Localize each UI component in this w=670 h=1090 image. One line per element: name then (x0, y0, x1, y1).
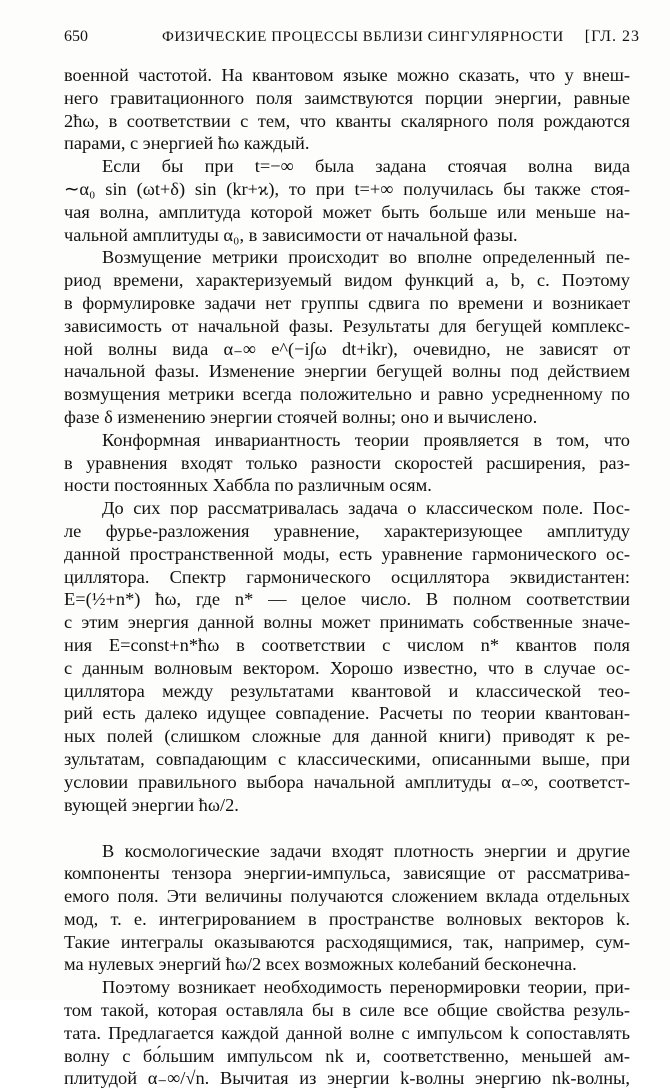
text-line: В космологические задачи входят плотность энергии и другие (102, 840, 630, 861)
text-line: 2ħω, в соответствии с тем, что кванты скалярного поля рождаются (64, 110, 630, 131)
text-line: ных полей (слишком сложные для данной книги) приводят к ре- (64, 726, 630, 747)
text-line: Если бы при t=−∞ была задана стоячая волна вида (102, 156, 630, 177)
text-line: начальной фазы. Изменение энергии бегущей волны под действием (64, 361, 630, 382)
text-line: военной частотой. На квантовом языке можно сказать, что у внеш- (64, 65, 630, 85)
text-line: зультатам, совпадающим с классическими, описанными выше, при (64, 748, 630, 769)
text-line: циллятора между результатами квантовой и классической тео- (64, 680, 630, 701)
text-line: том такой, которая оставляла бы в силе все общие свойства резуль- (64, 1000, 630, 1021)
text-line: ле фурье-разложения уравнение, характеризующее амплитуду (64, 520, 630, 541)
running-header (64, 28, 640, 52)
text-line: тата. Предлагается каждой данной волне с импульсом k сопоставлять (64, 1022, 630, 1043)
text-line: риод времени, характеризуемый видом функций a, b, c. Поэтому (64, 270, 630, 291)
chapter-label: [ГЛ. 23 (584, 28, 640, 45)
text-line: чальной амплитуды α₀, в зависимости от начальной фазы. (64, 224, 518, 245)
text-line: парами, с энергией ħω каждый. (64, 133, 310, 154)
text-line: плитудой α₋∞/√n. Вычитая из энергии k-волны энергию nk-волны, (64, 1068, 630, 1089)
running-title: ФИЗИЧЕСКИЕ ПРОЦЕССЫ ВБЛИЗИ СИНГУЛЯРНОСТИ (162, 29, 564, 45)
text-line: в формулировке задачи нет группы сдвига по времени и возникает (64, 292, 630, 313)
text-line: рий есть далеко идущее совпадение. Расчеты по теории квантован- (64, 703, 630, 724)
text-line: ности постоянных Хаббла по различным осям. (64, 475, 432, 496)
text-line: мод, т. е. интегрированием в пространстве волновых векторов k. (64, 908, 630, 929)
text-line: компоненты тензора энергии-импульса, зависящие от рассматрива- (64, 863, 630, 884)
text-line-formula: E=(½+n*) ħω, где n* — целое число. В полном соответствии (64, 589, 630, 610)
text-line: чая волна, амплитуда которой может быть больше или меньше на- (64, 201, 630, 222)
text-line: ния E=const+n*ħω в соответствии с числом n* квантов поля (64, 634, 630, 655)
text-line: До сих пор рассматривалась задача о классическом поле. Пос- (102, 498, 630, 519)
text-line: с этим энергия данной волны может принимать собственные значе- (64, 612, 630, 633)
text-line: циллятора. Спектр гармонического осциллятора эквидистантен: (64, 566, 630, 587)
text-line: волну с бо́льшим импульсом nk и, соответственно, меньшей ам- (64, 1045, 630, 1066)
text-line: емого поля. Эти величины получаются сложением вклада отдельных (64, 886, 630, 907)
text-line: Поэтому возникает необходимость перенормировки теории, при- (102, 977, 630, 998)
text-line: ∼α₀ sin (ωt+δ) sin (kr+ϰ), то при t=+∞ получилась бы также стоя- (64, 178, 630, 199)
text-line: данной пространственной моды, есть уравнение гармонического ос- (64, 543, 630, 564)
text-line: Конформная инвариантность теории проявляется в том, что (102, 429, 630, 450)
text-line-formula: ной волны вида α₋∞ e^(−i∫ω dt+ikr), очевидно, не зависят от (64, 338, 630, 359)
text-line: условии правильного выбора начальной амплитуды α₋∞, соответст- (64, 771, 630, 792)
text-line: с данным волновым вектором. Хорошо известно, что в случае ос- (64, 657, 630, 678)
text-line: ма нулевых энергий ħω/2 всех возможных колебаний бесконечна. (64, 954, 577, 975)
text-line: возмущения метрики всегда положительно и равно усредненному по (64, 384, 630, 405)
page-number: 650 (64, 28, 88, 45)
text-line: фазе δ изменению энергии стоячей волны; оно и вычислено. (64, 406, 538, 427)
text-line: Возмущение метрики происходит во вполне определенный пе- (102, 247, 630, 268)
text-line: в уравнения входят только разности скоростей расширения, раз- (64, 452, 630, 473)
text-line: него гравитационного поля заимствуются порции энергии, равные (64, 87, 630, 108)
body-text (64, 64, 630, 1090)
text-line: Такие интегралы оказываются расходящимися, так, например, сум- (64, 931, 630, 952)
text-line-formula: вующей энергии ħω/2. (64, 794, 239, 815)
text-line: зависимость от начальной фазы. Результаты для бегущей комплекс- (64, 315, 630, 336)
